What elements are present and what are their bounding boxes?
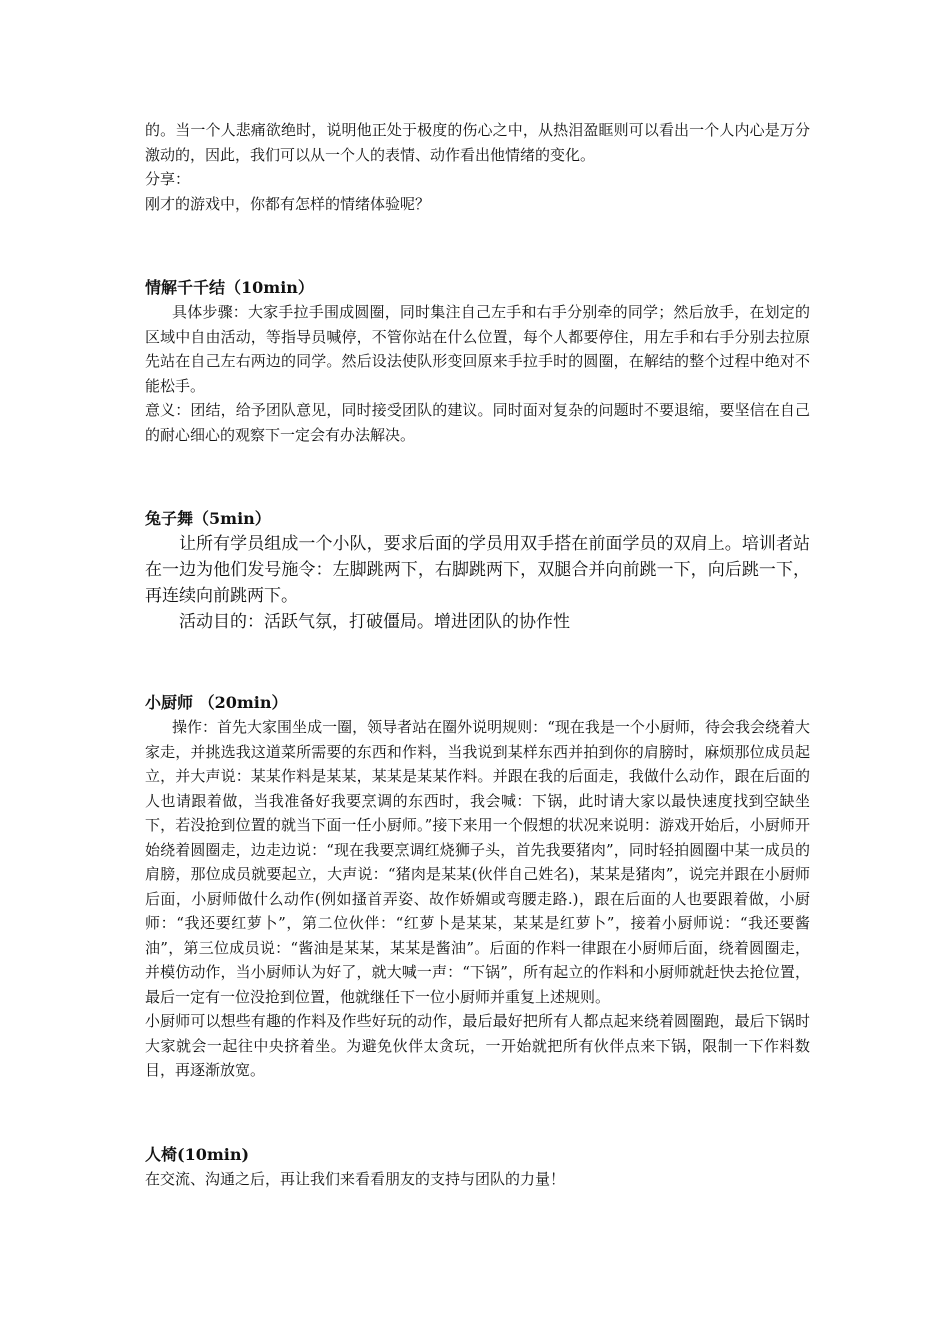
section-title-tuziwu: 兔子舞（5min） bbox=[145, 509, 271, 528]
section-renyi-body: 在交流、沟通之后，再让我们来看看朋友的支持与团队的力量！ bbox=[145, 1169, 566, 1188]
section-title-renyi: 人椅(10min) bbox=[145, 1144, 250, 1164]
section-title-xiaochushi: 小厨师 （20min） bbox=[145, 693, 288, 712]
share-label: 分享： bbox=[145, 170, 191, 188]
section-title-qingjie: 情解千千结（10min） bbox=[145, 278, 314, 297]
intro-paragraph: 的。当一个人悲痛欲绝时，说明他正处于极度的伤心之中，从热泪盈眶则可以看出一个人内心是万分激动的，因此，我们可以从一个人的表情、动作看出他情绪的变化。 bbox=[145, 121, 810, 164]
section-xiaochushi-operation: 操作：首先大家围坐成一圈，领导者站在圈外说明规则：“现在我是一个小厨师，待会我会绕着大家走，并挑选我这道菜所需要的东西和作料，当我说到某样东西并拍到你的肩膀时，麻烦那位成员起立，并大声说：某某作料是某某，某某是某某作料。并跟在我的后面走，我做什么动作，跟在后面的人也请跟着做，当我准备好我要烹调的东西时，我会喊：下锅，此时请大家以最快速度找到空缺坐下，若没抢到位置的就当下面一任小厨师。”接下来用一个假想的状况来说明：游戏开始后，小厨师开始绕着圆圈走，边走边说：“现在我要烹调红烧狮子头，首先我要猪肉”，同时轻拍圆圈中某一成员的肩膀，那位成员就要起立，大声说：“猪肉是某某(伙伴自己姓名)，某某是猪肉”，说完并跟在小厨师后面，小厨师做什么动作(例如搔首弄姿、故作娇媚或弯腰走路.)，跟在后面的人也要跟着做，小厨师：“我还要红萝卜”，第二位伙伴：“红萝卜是某某，某某是红萝卜”，接着小厨师说：“我还要酱油”，第三位成员说：“酱油是某某，某某是酱油”。后面的作料一律跟在小厨师后面，绕着圆圈走，并模仿动作，当小厨师认为好了，就大喊一声：“下锅”，所有起立的作料和小厨师就赶快去抢位置，最后一定有一位没抢到位置，他就继任下一位小厨师并重复上述规则。 bbox=[145, 718, 810, 1006]
section-qingjie-steps: 具体步骤：大家手拉手围成圆圈，同时集注自己左手和右手分别牵的同学；然后放手，在划定的区域中自由活动，等指导员喊停，不管你站在什么位置，每个人都要停住，用左手和右手分别去拉原先站在自己左右两边的同学。然后设法使队形变回原来手拉手时的圆圈，在解结的整个过程中绝对不能松手。 bbox=[145, 303, 810, 395]
share-question: 刚才的游戏中，你都有怎样的情绪体验呢？ bbox=[145, 194, 431, 213]
section-tuziwu-purpose: 活动目的：活跃气氛，打破僵局。增进团队的协作性 bbox=[179, 612, 570, 632]
section-qingjie-meaning: 意义：团结，给予团队意见，同时接受团队的建议。同时面对复杂的问题时不要退缩，要坚信在自己的耐心细心的观察下一定会有办法解决。 bbox=[145, 401, 810, 444]
section-tuziwu-body: 让所有学员组成一个小队，要求后面的学员用双手搭在前面学员的双肩上。培训者站在一边为他们发号施令：左脚跳两下，右脚跳两下，双腿合并向前跳一下，向后跳一下，再连续向前跳两下。 bbox=[145, 534, 810, 606]
document-body bbox=[145, 118, 810, 1191]
section-xiaochushi-tips: 小厨师可以想些有趣的作料及作些好玩的动作，最后最好把所有人都点起来绕着圆圈跑，最后下锅时大家就会一起往中央挤着坐。为避免伙伴太贪玩，一开始就把所有伙伴点来下锅，限制一下作料数目，再逐渐放宽。 bbox=[145, 1012, 810, 1079]
